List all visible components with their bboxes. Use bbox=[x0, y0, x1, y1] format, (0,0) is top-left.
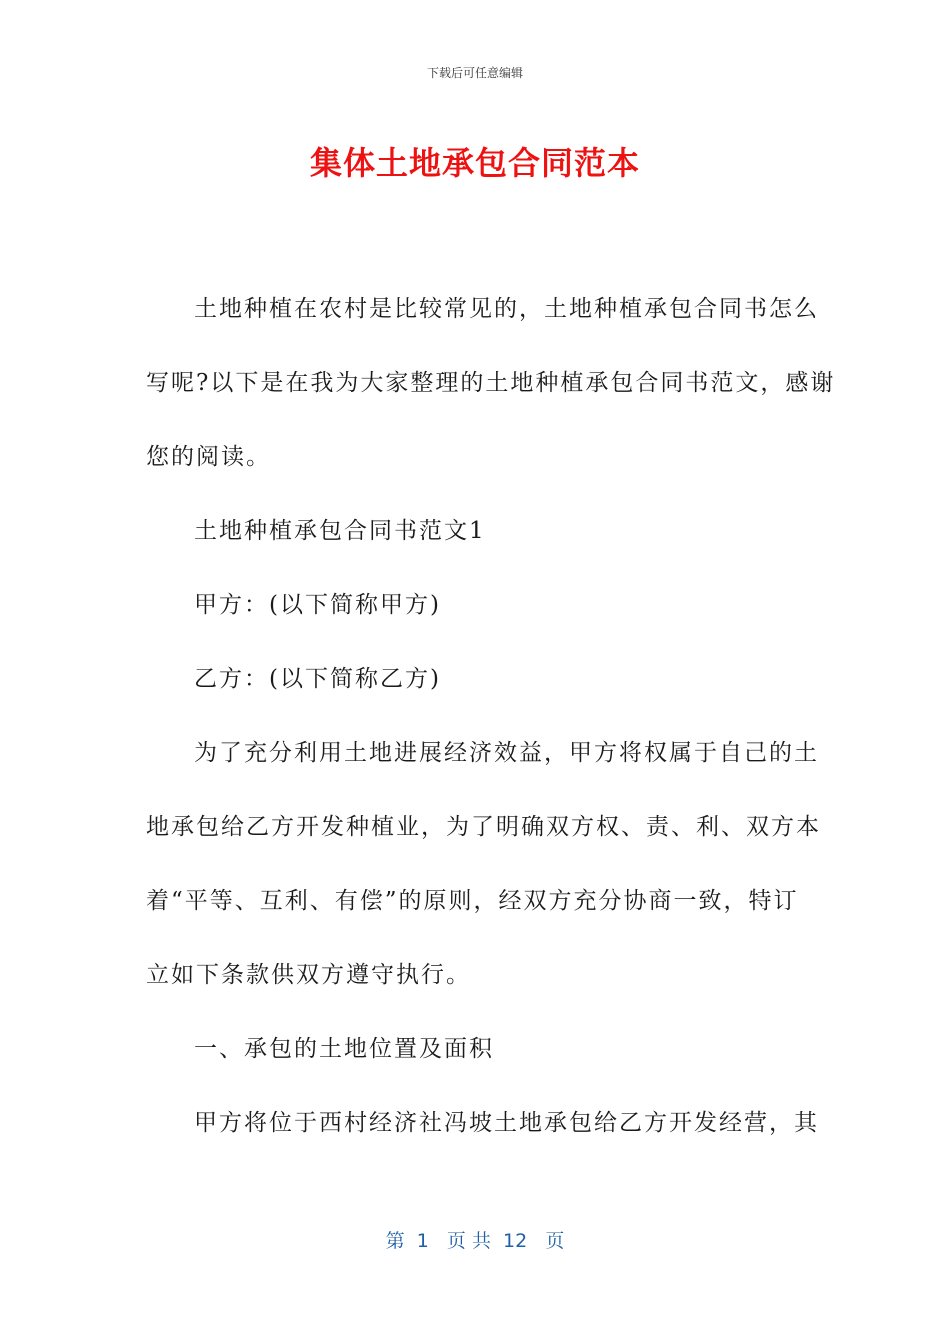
body-line: 乙方：(以下简称乙方) bbox=[194, 666, 441, 692]
header-note: 下载后可任意编辑 bbox=[426, 66, 523, 80]
section-heading: 一、承包的土地位置及面积 bbox=[194, 1036, 494, 1062]
body-line: 土地种植承包合同书范文1 bbox=[194, 518, 486, 544]
body-line: 您的阅读。 bbox=[146, 444, 271, 470]
document-body bbox=[146, 272, 836, 1160]
body-line: 写呢?以下是在我为大家整理的土地种植承包合同书范文，感谢 bbox=[146, 370, 836, 396]
body-line: 为了充分利用土地进展经济效益，甲方将权属于自己的土 bbox=[194, 740, 819, 766]
body-line: 土地种植在农村是比较常见的，土地种植承包合同书怎么 bbox=[194, 296, 819, 322]
document-title: 集体土地承包合同范本 bbox=[309, 144, 640, 182]
body-line: 着“平等、互利、有偿”的原则，经双方充分协商一致，特订 bbox=[146, 888, 799, 914]
body-line: 地承包给乙方开发种植业，为了明确双方权、责、利、双方本 bbox=[146, 814, 821, 840]
body-line: 甲方：(以下简称甲方) bbox=[194, 592, 441, 618]
page-footer: 第 1 页 共 12 页 bbox=[385, 1230, 565, 1252]
body-line: 甲方将位于西村经济社冯坡土地承包给乙方开发经营，其 bbox=[194, 1110, 819, 1136]
body-line: 立如下条款供双方遵守执行。 bbox=[146, 962, 471, 988]
